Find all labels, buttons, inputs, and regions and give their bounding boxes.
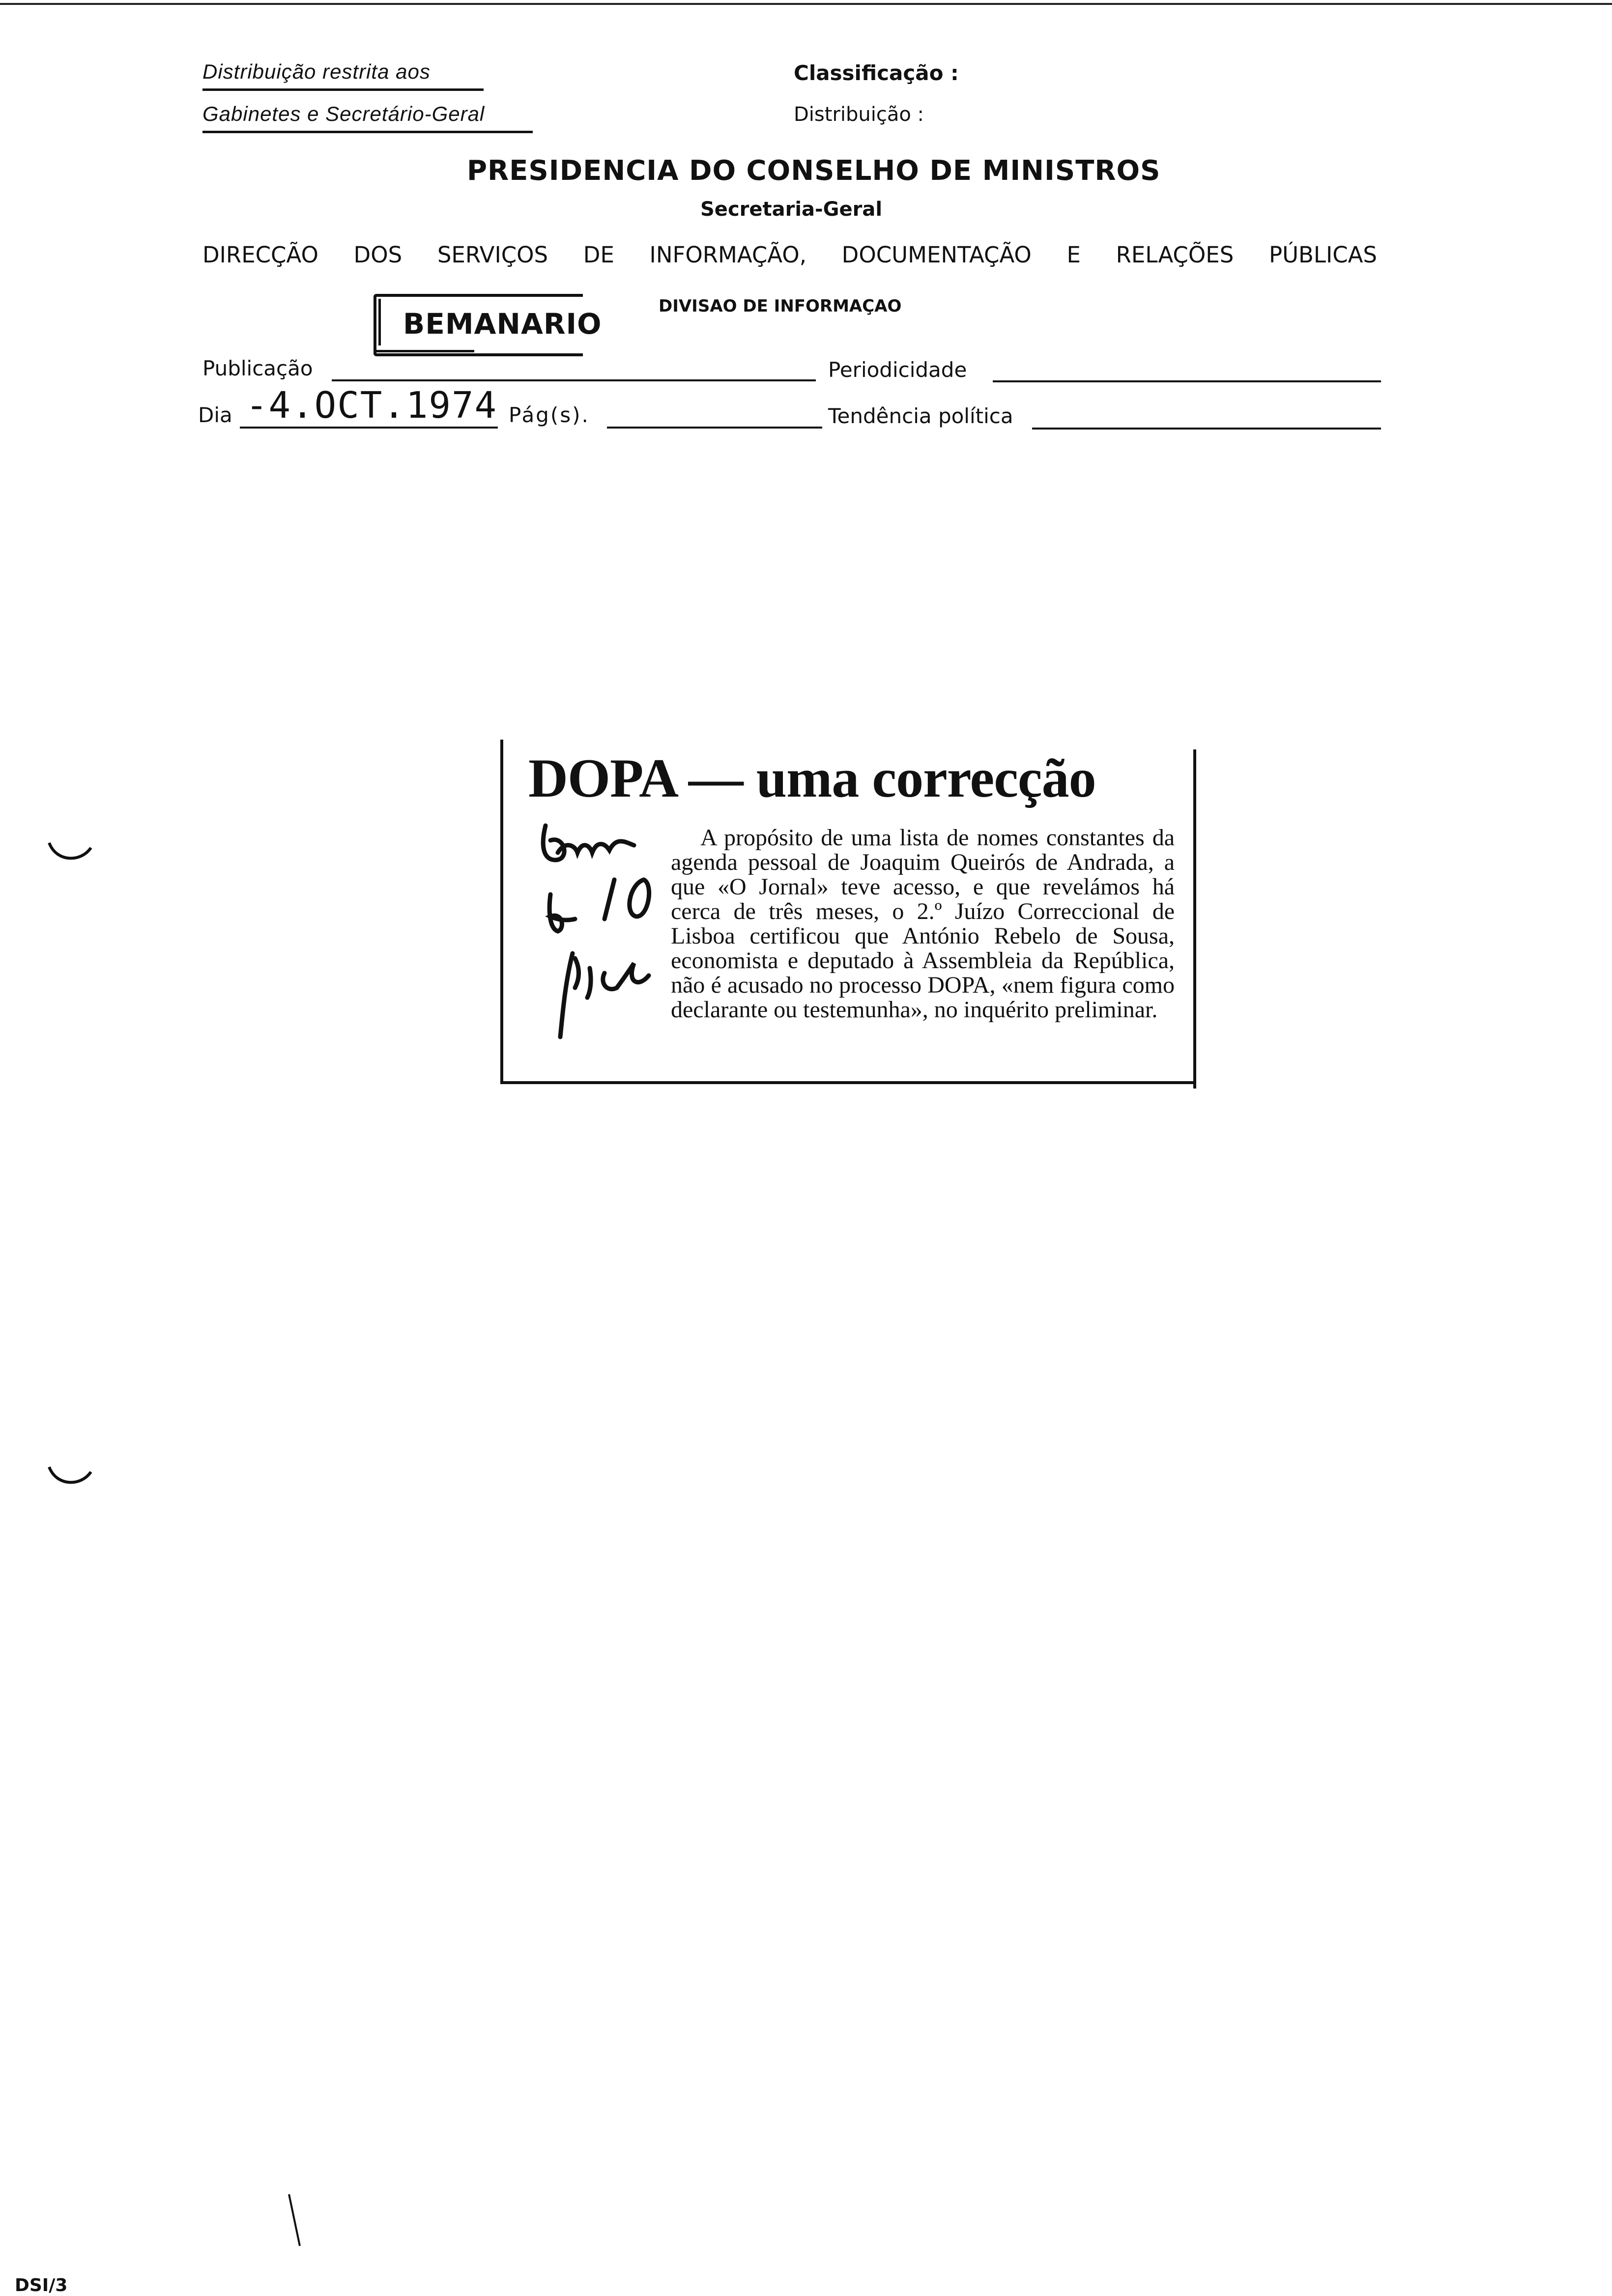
clipping-frame-left <box>500 740 503 1084</box>
clipping-frame-right <box>1193 749 1196 1089</box>
division-title: DIVISAO DE INFORMAÇAO <box>659 296 902 316</box>
page-subtitle: Secretaria-Geral <box>700 198 883 221</box>
political-tendency-label: Tendência política <box>828 404 1013 428</box>
day-field-line <box>240 427 498 429</box>
distribution-underline-2 <box>202 131 533 133</box>
publication-stamp-tail <box>376 350 474 352</box>
pages-label: Pág(s). <box>509 403 590 427</box>
publication-stamp-inner-bar <box>378 299 386 345</box>
direction-title: DIRECÇÃO DOS SERVIÇOS DE INFORMAÇÃO, DOCUMENTAÇÃO E RELAÇÕES PÚBLICAS <box>202 242 1377 268</box>
top-border-rule <box>0 3 1612 5</box>
day-label: Dia <box>198 403 232 427</box>
clipping-headline: DOPA — uma correcção <box>528 748 1096 809</box>
page-title: PRESIDENCIA DO CONSELHO DE MINISTROS <box>467 155 1161 187</box>
publication-label: Publicação <box>202 356 313 380</box>
binder-hole-mark-2 <box>47 1464 93 1494</box>
distribution-restricted-line1: Distribuição restrita aos <box>202 60 431 83</box>
day-value-stamp: -4.OCT.1974 <box>246 384 498 427</box>
publication-field-line <box>332 379 816 381</box>
periodicity-label: Periodicidade <box>828 358 967 382</box>
classification-label: Classificação : <box>794 61 959 85</box>
form-code: DSI/3 <box>15 2275 68 2296</box>
pages-field-line <box>607 427 822 429</box>
distribution-label: Distribuição : <box>794 103 924 126</box>
political-tendency-field-line <box>1032 428 1381 430</box>
distribution-underline-1 <box>202 88 484 91</box>
distribution-restricted-line2: Gabinetes e Secretário-Geral <box>202 102 485 125</box>
clipping-frame-bottom <box>500 1081 1196 1084</box>
handwritten-annotation <box>536 806 663 1042</box>
publication-stamp-text: BEMANARIO <box>403 307 602 341</box>
pen-stroke-mark <box>285 2192 305 2251</box>
periodicity-field-line <box>993 380 1381 382</box>
binder-hole-mark-1 <box>47 840 93 870</box>
clipping-body: A propósito de uma lista de nomes constantes da agenda pessoal de Joaquim Queirós de Andrada, a que «O Jornal» teve acesso, e que revelámos há cerca de três meses, o 2.º Juízo Correccional de Lisboa certificou que António Rebelo de Sousa, economista e deputado à Assembleia da República, não é acusado no processo DOPA, «nem figura como declarante ou testemunha», no inquérito preliminar. <box>671 825 1175 1023</box>
